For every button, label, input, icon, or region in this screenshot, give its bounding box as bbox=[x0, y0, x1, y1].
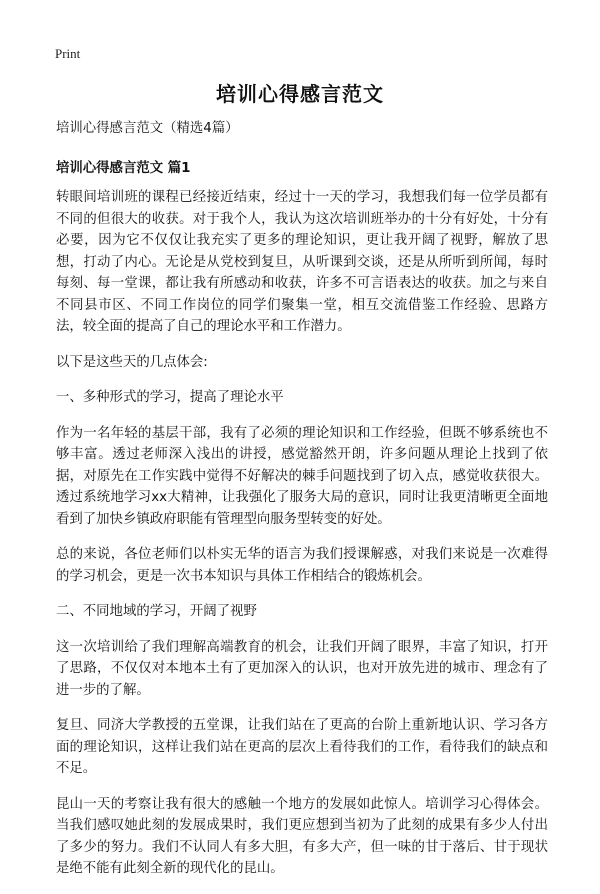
paragraph: 作为一名年轻的基层干部，我有了必须的理论知识和工作经验，但既不够系统也不够丰富。透过老师深入浅出的讲授，感觉豁然开朗，许多问题从理论上找到了依据，对原先在工作实践中觉得不好解决的棘手问题找到了切入点，感觉收获很大。透过系统地学习xx大精神，让我强化了服务大局的意识，同时让我更清晰更全面地看到了加快乡镇政府职能有管理型向服务型转变的好处。 bbox=[56, 425, 548, 527]
paragraph-heading: 一、多种形式的学习，提高了理论水平 bbox=[56, 390, 284, 405]
paragraph: 转眼间培训班的课程已经接近结束，经过十一天的学习，我想我们每一位学员都有不同的但很大的收获。对于我个人，我认为这次培训班举办的十分有好处，十分有必要，因为它不仅仅让我充实了更多的理论知识，更让我开阔了视野，解放了思想，打动了内心。无论是从党校到复旦，从听课到交谈，还是从所听到所闻，每时每刻、每一堂课，都让我有所感动和收获，许多不可言语表达的收获。加之与来自不同县市区、不同工作岗位的同学们聚集一堂，相互交流借鉴工作经验、思路方法，较全面的提高了自己的理论水平和工作潜力。 bbox=[56, 190, 548, 334]
section-heading: 培训心得感言范文 篇1 bbox=[56, 160, 191, 176]
paragraph: 这一次培训给了我们理解高端教育的机会，让我们开阔了眼界，丰富了知识，打开了思路，不仅仅对本地本土有了更加深入的认识，也对开放先进的城市、理念有了进一步的了解。 bbox=[56, 639, 548, 698]
paragraph: 以下是这些天的几点体会: bbox=[56, 354, 208, 370]
page-title: 培训心得感言范文 bbox=[216, 82, 384, 106]
document-subtitle: 培训心得感言范文（精选4篇） bbox=[56, 121, 239, 136]
paragraph: 复旦、同济大学教授的五堂课，让我们站在了更高的台阶上重新地认识、学习各方面的理论知识，这样让我们站在更高的层次上看待我们的工作，看待我们的缺点和不足。 bbox=[56, 718, 548, 776]
print-label[interactable]: Print bbox=[55, 46, 81, 61]
paragraph: 昆山一天的考察让我有很大的感触一个地方的发展如此惊人。培训学习心得体会。当我们感叹她此刻的发展成果时，我们更应想到当初为了此刻的成果有多少人付出了多少的努力。我们不认同人有多大胆，有多大产，但一味的甘于落后、甘于现状是绝不能有此刻全新的现代化的昆山。 bbox=[56, 796, 548, 876]
paragraph: 总的来说，各位老师们以朴实无华的语言为我们授课解惑，对我们来说是一次难得的学习机会，更是一次书本知识与具体工作相结合的锻炼机会。 bbox=[56, 547, 548, 584]
paragraph-heading: 二、不同地域的学习，开阔了视野 bbox=[56, 604, 257, 619]
document-content bbox=[56, 118, 548, 894]
